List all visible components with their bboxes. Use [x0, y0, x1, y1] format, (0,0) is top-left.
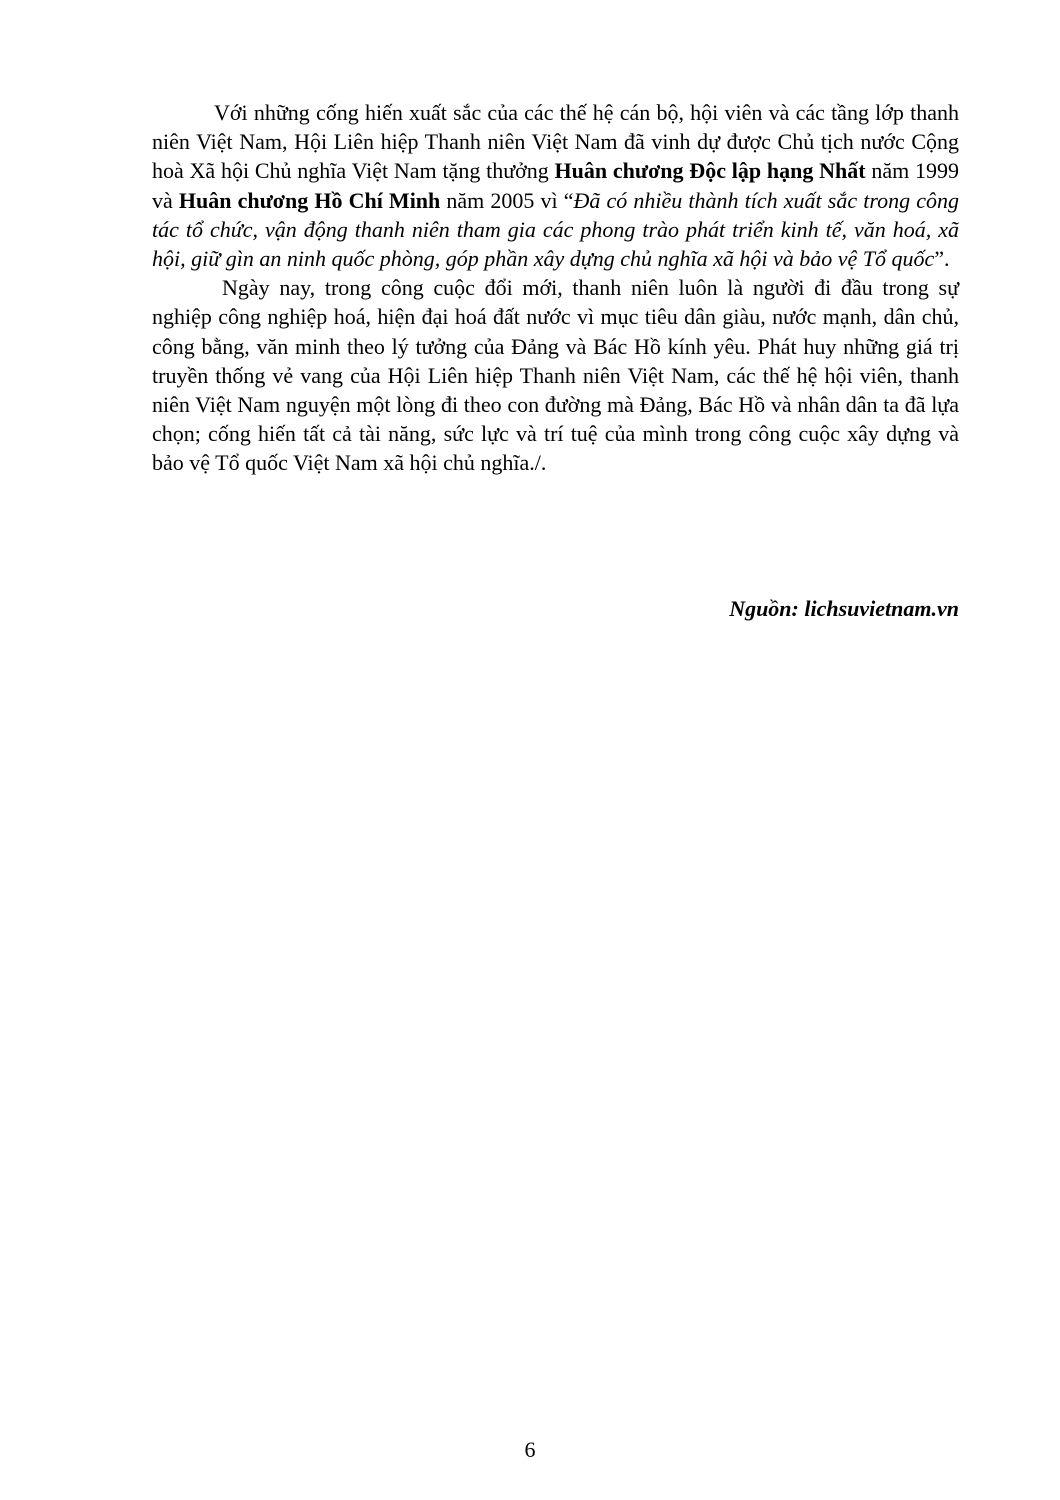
paragraph-1-text-2: năm 1999 và — [152, 158, 959, 213]
paragraph-2: Ngày nay, trong công cuộc đổi mới, thanh niên luôn là người đi đầu trong sự nghiệp công nghiệp hoá, hiện đại hoá đất nước vì mục tiêu dân giàu, nước mạnh, dân chủ, công bằng, văn minh theo lý tưởng của Đảng và Bác Hồ kính yêu. Phát huy những giá trị truyền thống vẻ vang của Hội Liên hiệp Thanh niên Việt Nam, các thế hệ hội viên, thanh niên Việt Nam nguyện một lòng đi theo con đường mà Đảng, Bác Hồ và nhân dân ta đã lựa chọn; cống hiến tất cả tài năng, sức lực và trí tuệ của mình trong công cuộc xây dựng và bảo vệ Tổ quốc Việt Nam xã hội chủ nghĩa./. — [152, 275, 959, 476]
award-citation-quote: Đã có nhiều thành tích xuất sắc trong công tác tổ chức, vận động thanh niên tham gia các phong trào phát triển kinh tế, văn hoá, xã hội, giữ gìn an ninh quốc phòng, góp phần xây dựng chủ nghĩa xã hội và bảo vệ Tổ quốc — [152, 187, 959, 272]
paragraph-1-text-1: Với những cống hiến xuất sắc của các thế hệ cán bộ, hội viên và các tầng lớp thanh niên Việt Nam, Hội Liên hiệp Thanh niên Việt Nam đã vinh dự được Chủ tịch nước Cộng hoà Xã hội Chủ nghĩa Việt Nam tặng thưởng — [152, 100, 959, 184]
award-independence-order: Huân chương Độc lập hạng Nhất — [554, 158, 866, 184]
paragraph-1-text-3: năm 2005 vì “ — [440, 187, 574, 213]
page-number: 6 — [524, 1437, 536, 1462]
source-attribution: Nguồn: lichsuvietnam.vn — [729, 596, 959, 621]
body-text — [152, 98, 959, 478]
award-ho-chi-minh-order: Huân chương Hồ Chí Minh — [178, 187, 441, 213]
paragraph-1-text-4: ”. — [934, 246, 950, 272]
paragraph-1 — [152, 98, 959, 273]
